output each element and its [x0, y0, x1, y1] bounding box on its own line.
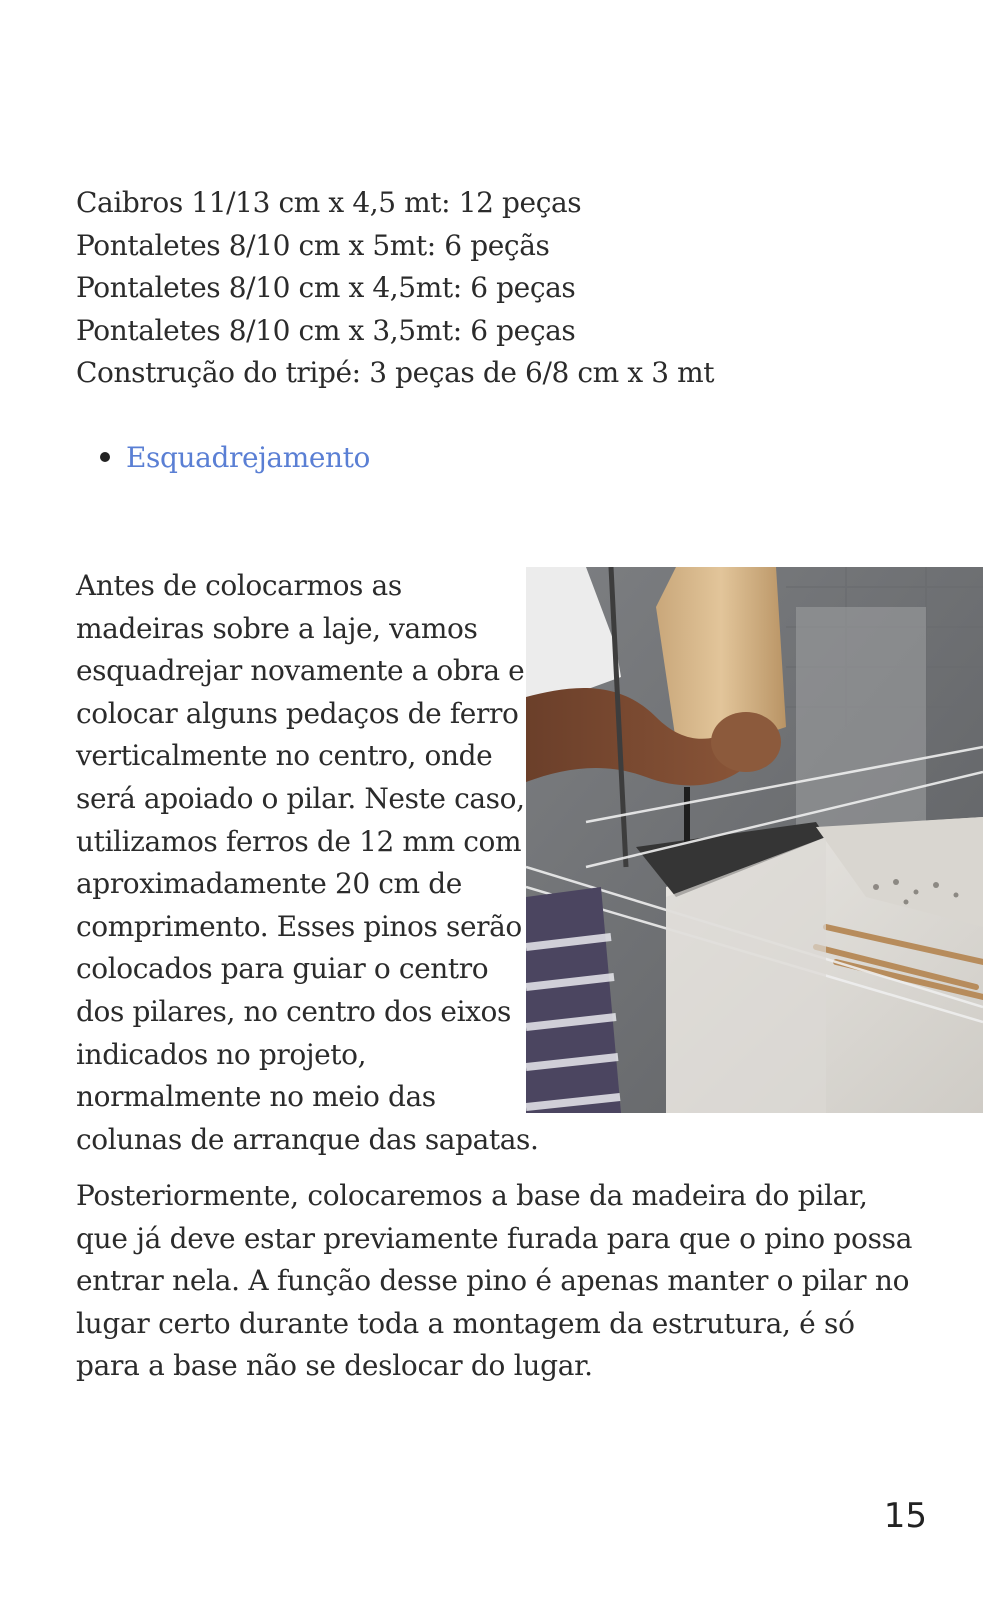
- paragraph-line: será apoiado o pilar. Neste caso,: [76, 781, 525, 815]
- wrapped-paragraph: [76, 565, 539, 1161]
- section-link-esquadrejamento[interactable]: Esquadrejamento: [126, 441, 370, 474]
- paragraph-line: para a base não se deslocar do lugar.: [76, 1349, 593, 1383]
- materials-line: Caibros 11/13 cm x 4,5 mt: 12 peças: [76, 186, 582, 219]
- materials-list: [76, 182, 956, 395]
- paragraph-line: dos pilares, no centro dos eixos: [76, 994, 511, 1028]
- paragraph-line: colunas de arranque das sapatas.: [76, 1122, 539, 1156]
- paragraph-line: utilizamos ferros de 12 mm com: [76, 824, 522, 858]
- materials-line: Construção do tripé: 3 peças de 6/8 cm x 3 mt: [76, 356, 715, 389]
- paragraph-line: esquadrejar novamente a obra e: [76, 654, 525, 688]
- materials-line: Pontaletes 8/10 cm x 4,5mt: 6 peças: [76, 271, 576, 304]
- paragraph-line: indicados no projeto,: [76, 1037, 367, 1071]
- paragraph-line: entrar nela. A função desse pino é apenas manter o pilar no: [76, 1264, 910, 1298]
- paragraph-line: colocados para guiar o centro: [76, 952, 489, 986]
- paragraph-line: comprimento. Esses pinos serão: [76, 909, 522, 943]
- paragraph-line: verticalmente no centro, onde: [76, 739, 493, 773]
- paragraph-line: que já deve estar previamente furada para que o pino possa: [76, 1221, 913, 1255]
- page-number: 15: [883, 1496, 927, 1536]
- paragraph-line: Antes de colocarmos as: [76, 569, 402, 602]
- section-bullet: [100, 438, 370, 478]
- construction-photo: [526, 567, 983, 1113]
- paragraph-line: colocar alguns pedaços de ferro: [76, 696, 519, 730]
- paragraph-line: normalmente no meio das: [76, 1080, 436, 1114]
- construction-photo-drawing: [526, 567, 983, 1113]
- materials-line: Pontaletes 8/10 cm x 3,5mt: 6 peças: [76, 313, 576, 347]
- paragraph-line: Posteriormente, colocaremos a base da madeira do pilar,: [76, 1179, 868, 1212]
- full-paragraph: [76, 1175, 956, 1388]
- materials-line: Pontaletes 8/10 cm x 5mt: 6 peçãs: [76, 228, 550, 262]
- bullet-dot-icon: [100, 452, 110, 462]
- paragraph-line: madeiras sobre a laje, vamos: [76, 611, 478, 645]
- paragraph-line: lugar certo durante toda a montagem da estrutura, é só: [76, 1306, 855, 1340]
- paragraph-line: aproximadamente 20 cm de: [76, 867, 462, 901]
